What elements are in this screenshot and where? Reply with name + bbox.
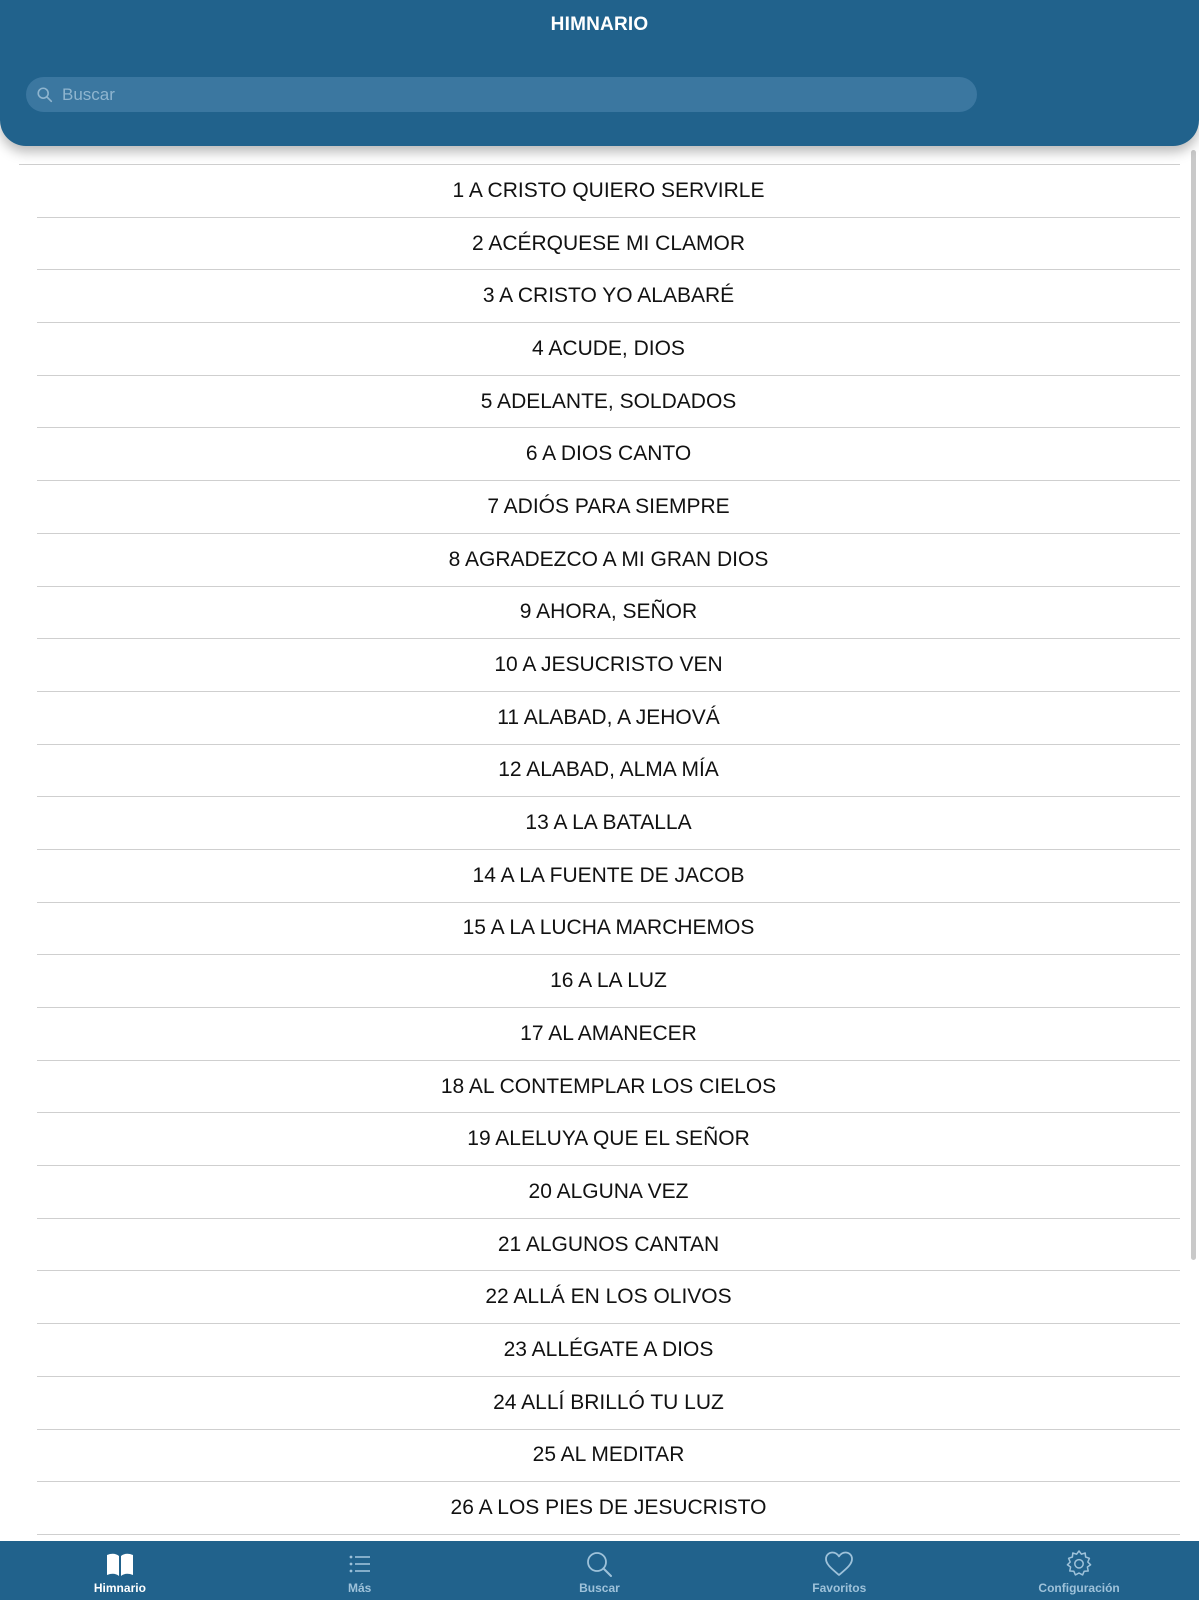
list-item[interactable]: 26 A LOS PIES DE JESUCRISTO bbox=[37, 1482, 1180, 1535]
list-item[interactable]: 7 ADIÓS PARA SIEMPRE bbox=[37, 481, 1180, 534]
list-item[interactable]: 25 AL MEDITAR bbox=[37, 1430, 1180, 1483]
list-item[interactable]: 8 AGRADEZCO A MI GRAN DIOS bbox=[37, 534, 1180, 587]
tab-label: Configuración bbox=[1038, 1581, 1120, 1595]
list-item[interactable]: 10 A JESUCRISTO VEN bbox=[37, 639, 1180, 692]
list-item[interactable]: 19 ALELUYA QUE EL SEÑOR bbox=[37, 1113, 1180, 1166]
heart-icon bbox=[823, 1548, 855, 1580]
tab-buscar[interactable] bbox=[480, 1541, 720, 1600]
tab-favoritos[interactable] bbox=[719, 1541, 959, 1600]
list-item[interactable]: 3 A CRISTO YO ALABARÉ bbox=[37, 270, 1180, 323]
scrollbar[interactable] bbox=[1191, 150, 1196, 1260]
bottom-tab-bar bbox=[0, 1541, 1199, 1600]
tab-label: Buscar bbox=[579, 1581, 620, 1595]
tab-label: Himnario bbox=[93, 1581, 146, 1595]
list-item[interactable]: 15 A LA LUCHA MARCHEMOS bbox=[37, 903, 1180, 956]
list-item[interactable]: 6 A DIOS CANTO bbox=[37, 428, 1180, 481]
list-item[interactable]: 2 ACÉRQUESE MI CLAMOR bbox=[37, 218, 1180, 271]
list-item[interactable]: 5 ADELANTE, SOLDADOS bbox=[37, 376, 1180, 429]
search-bar[interactable] bbox=[26, 77, 977, 112]
list-item[interactable]: 14 A LA FUENTE DE JACOB bbox=[37, 850, 1180, 903]
list-item[interactable]: 23 ALLÉGATE A DIOS bbox=[37, 1324, 1180, 1377]
search-icon bbox=[583, 1548, 615, 1580]
page-title: HIMNARIO bbox=[550, 14, 649, 35]
tab-mas[interactable] bbox=[240, 1541, 480, 1600]
list-item[interactable]: 9 AHORA, SEÑOR bbox=[37, 587, 1180, 640]
tab-label: Más bbox=[348, 1581, 372, 1595]
list-item[interactable]: 17 AL AMANECER bbox=[37, 1008, 1180, 1061]
search-input[interactable] bbox=[62, 77, 977, 112]
hymn-list bbox=[37, 165, 1180, 1535]
list-item[interactable]: 12 ALABAD, ALMA MÍA bbox=[37, 745, 1180, 798]
list-item[interactable]: 16 A LA LUZ bbox=[37, 955, 1180, 1008]
list-item[interactable]: 20 ALGUNA VEZ bbox=[37, 1166, 1180, 1219]
app-header bbox=[0, 0, 1199, 146]
tab-label: Favoritos bbox=[812, 1581, 867, 1595]
list-item[interactable]: 1 A CRISTO QUIERO SERVIRLE bbox=[37, 165, 1180, 218]
list-icon bbox=[344, 1548, 376, 1580]
search-icon bbox=[36, 86, 54, 104]
tab-configuracion[interactable] bbox=[959, 1541, 1199, 1600]
list-item[interactable]: 24 ALLÍ BRILLÓ TU LUZ bbox=[37, 1377, 1180, 1430]
list-item[interactable]: 18 AL CONTEMPLAR LOS CIELOS bbox=[37, 1061, 1180, 1114]
list-item[interactable]: 4 ACUDE, DIOS bbox=[37, 323, 1180, 376]
tab-himnario[interactable] bbox=[0, 1541, 240, 1600]
gear-icon bbox=[1063, 1548, 1095, 1580]
book-icon bbox=[104, 1548, 136, 1580]
list-item[interactable]: 22 ALLÁ EN LOS OLIVOS bbox=[37, 1271, 1180, 1324]
list-item[interactable]: 21 ALGUNOS CANTAN bbox=[37, 1219, 1180, 1272]
list-item[interactable]: 13 A LA BATALLA bbox=[37, 797, 1180, 850]
hymn-list-container[interactable] bbox=[0, 146, 1199, 1541]
list-item[interactable]: 11 ALABAD, A JEHOVÁ bbox=[37, 692, 1180, 745]
